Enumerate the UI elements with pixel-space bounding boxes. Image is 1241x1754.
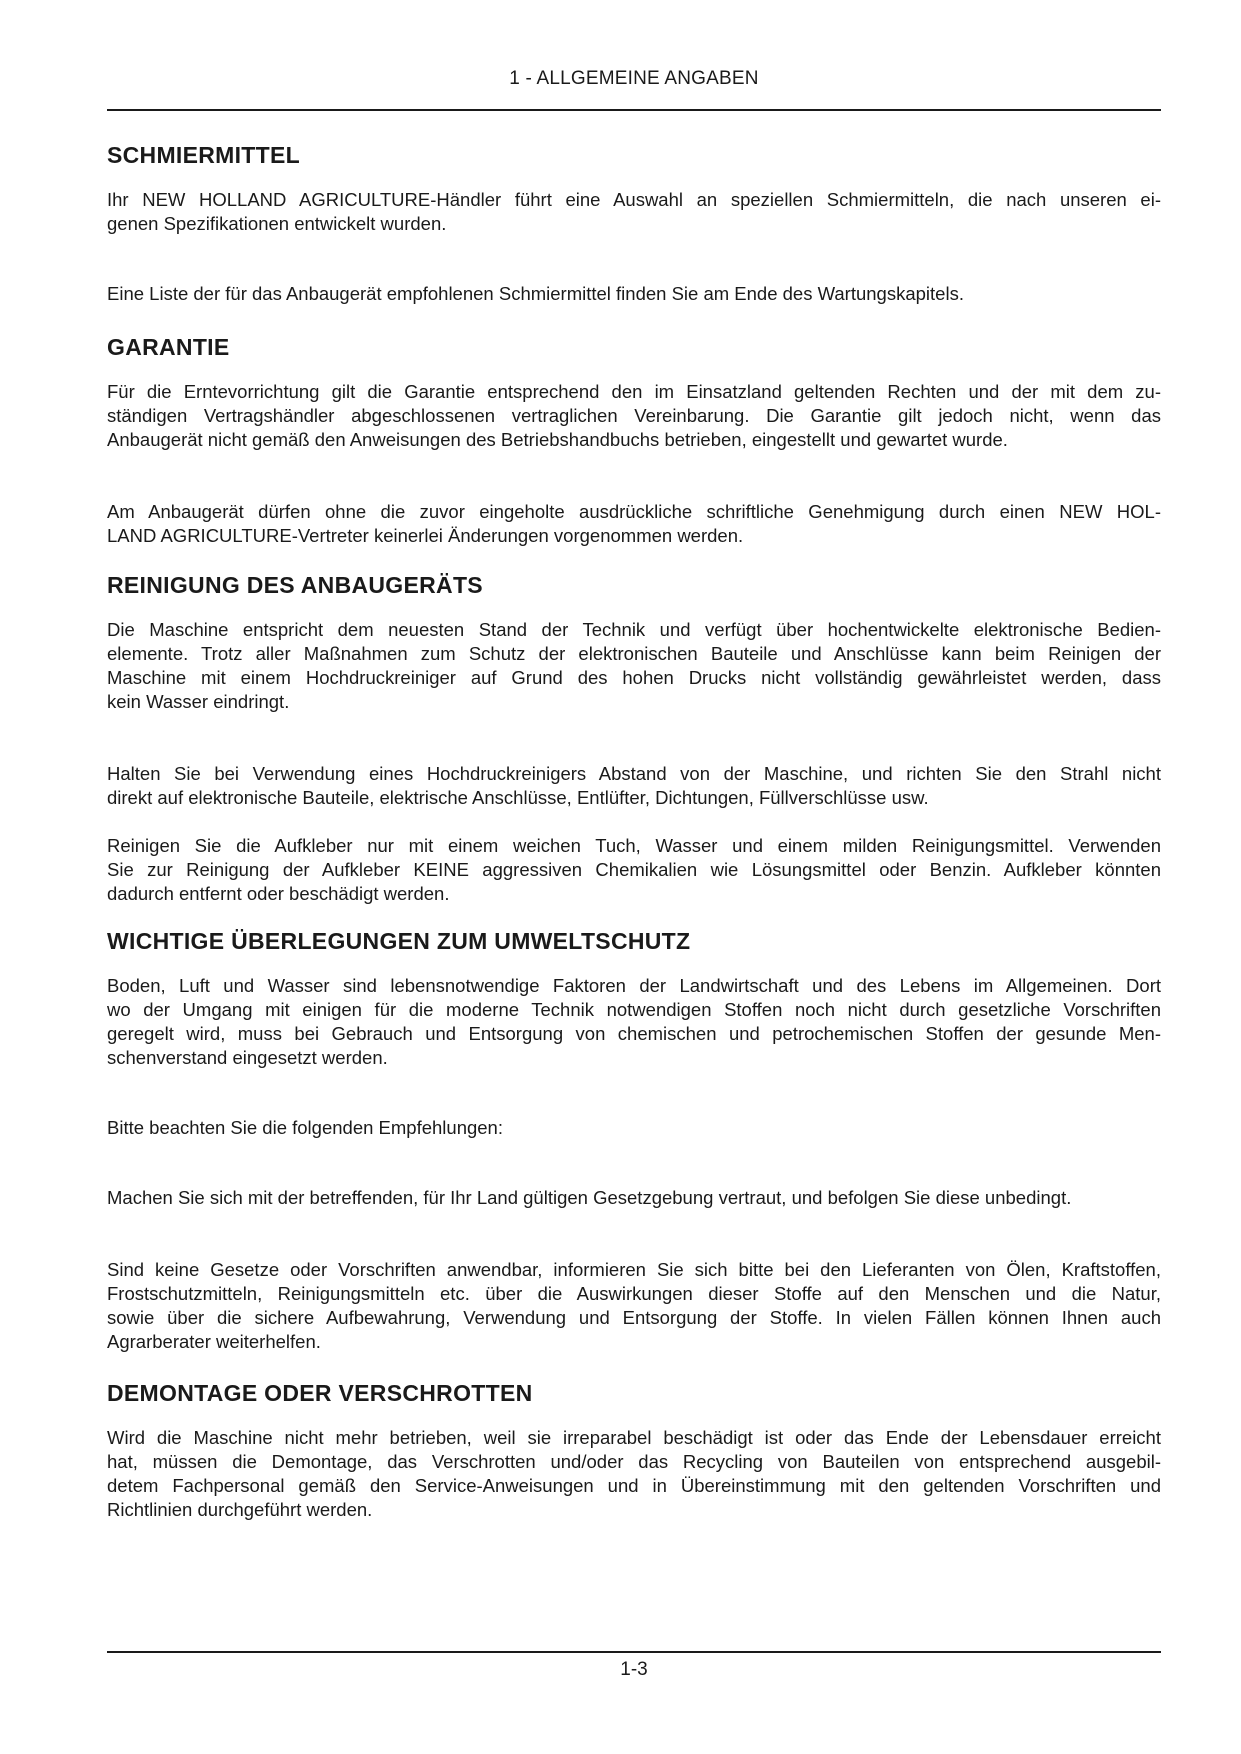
paragraph	[107, 1426, 1161, 1522]
paragraph	[107, 974, 1161, 1070]
paragraph	[107, 282, 1161, 306]
paragraph	[107, 618, 1161, 714]
text-line: Für die Erntevorrichtung gilt die Garantie entsprechend den im Einsatzland geltenden Rechten und der mit dem zu-	[107, 381, 1161, 402]
text-line: LAND AGRICULTURE-Vertreter keinerlei Änderungen vorgenommen werden.	[107, 525, 744, 546]
text-line: Reinigen Sie die Aufkleber nur mit einem weichen Tuch, Wasser und einem milden Reinigungsmittel. Verwenden	[107, 835, 1161, 856]
text-line: elemente. Trotz aller Maßnahmen zum Schutz der elektronischen Bauteile und Anschlüsse kann beim Reinigen der	[107, 643, 1161, 664]
text-line: ständigen Vertragshändler abgeschlossenen vertraglichen Vereinbarung. Die Garantie gilt jedoch nicht, wenn das	[107, 405, 1161, 426]
text-line: Sind keine Gesetze oder Vorschriften anwendbar, informieren Sie sich bitte bei den Lieferanten von Ölen, Kraftstoffen,	[107, 1259, 1161, 1280]
text-line: Boden, Luft und Wasser sind lebensnotwendige Faktoren der Landwirtschaft und des Lebens im Allgemeinen. Dort	[107, 975, 1161, 996]
section-title-reinigung: REINIGUNG DES ANBAUGERÄTS	[107, 572, 483, 598]
text-line: Die Maschine entspricht dem neuesten Stand der Technik und verfügt über hochentwickelte elektronische Bedien-	[107, 619, 1161, 640]
text-line: Anbaugerät nicht gemäß den Anweisungen des Betriebshandbuchs betrieben, eingestellt und gewartet wurde.	[107, 429, 1008, 450]
text-line: Wird die Maschine nicht mehr betrieben, weil sie irreparabel beschädigt ist oder das Ende der Lebensdauer erreicht	[107, 1427, 1161, 1448]
section-title-garantie: GARANTIE	[107, 334, 230, 360]
page-number: 1-3	[620, 1659, 648, 1680]
text-line: schenverstand eingesetzt werden.	[107, 1047, 388, 1068]
text-line: Machen Sie sich mit der betreffenden, für Ihr Land gültigen Gesetzgebung vertraut, und befolgen Sie diese unbedingt.	[107, 1187, 1072, 1208]
text-line: Frostschutzmitteln, Reinigungsmitteln etc. über die Auswirkungen dieser Stoffe auf den Menschen und die Natur,	[107, 1283, 1161, 1304]
text-line: Maschine mit einem Hochdruckreiniger auf Grund des hohen Drucks nicht vollständig gewährleistet werden, dass	[107, 667, 1161, 688]
paragraph	[107, 1186, 1161, 1210]
text-line: geregelt wird, muss bei Gebrauch und Entsorgung von chemischen und petrochemischen Stoffen der gesunde Men-	[107, 1023, 1161, 1044]
text-line: detem Fachpersonal gemäß den Service-Anweisungen und in Übereinstimmung mit den geltenden Vorschriften und	[107, 1475, 1161, 1496]
text-line: wo der Umgang mit einigen für die moderne Technik notwendigen Stoffen noch nicht durch gesetzliche Vorschriften	[107, 999, 1161, 1020]
paragraph	[107, 1258, 1161, 1354]
paragraph	[107, 1116, 1161, 1140]
text-line: Am Anbaugerät dürfen ohne die zuvor eingeholte ausdrückliche schriftliche Genehmigung durch einen NEW HOL-	[107, 501, 1161, 522]
header-rule	[107, 109, 1161, 111]
paragraph	[107, 188, 1161, 236]
paragraph	[107, 762, 1161, 810]
footer-rule	[107, 1651, 1161, 1653]
text-line: Bitte beachten Sie die folgenden Empfehlungen:	[107, 1117, 503, 1138]
text-line: direkt auf elektronische Bauteile, elektrische Anschlüsse, Entlüfter, Dichtungen, Füllverschlüsse usw.	[107, 787, 929, 808]
text-line: sowie über die sichere Aufbewahrung, Verwendung und Entsorgung der Stoffe. In vielen Fällen können Ihnen auch	[107, 1307, 1161, 1328]
text-line: Agrarberater weiterhelfen.	[107, 1331, 321, 1352]
section-title-umweltschutz: WICHTIGE ÜBERLEGUNGEN ZUM UMWELTSCHUTZ	[107, 928, 691, 954]
paragraph	[107, 380, 1161, 452]
text-line: Halten Sie bei Verwendung eines Hochdruckreinigers Abstand von der Maschine, und richten Sie den Strahl nicht	[107, 763, 1161, 784]
text-line: hat, müssen die Demontage, das Verschrotten und/oder das Recycling von Bauteilen von entsprechend ausgebil-	[107, 1451, 1161, 1472]
text-line: Richtlinien durchgeführt werden.	[107, 1499, 373, 1520]
text-line: Sie zur Reinigung der Aufkleber KEINE aggressiven Chemikalien wie Lösungsmittel oder Benzin. Aufkleber könnten	[107, 859, 1161, 880]
section-title-demontage: DEMONTAGE ODER VERSCHROTTEN	[107, 1380, 533, 1406]
text-line: Ihr NEW HOLLAND AGRICULTURE-Händler führt eine Auswahl an speziellen Schmiermitteln, die nach unseren ei-	[107, 189, 1161, 210]
section-title-schmiermittel: SCHMIERMITTEL	[107, 142, 300, 168]
text-line: kein Wasser eindringt.	[107, 691, 290, 712]
text-line: genen Spezifikationen entwickelt wurden.	[107, 213, 447, 234]
paragraph	[107, 500, 1161, 548]
text-line: Eine Liste der für das Anbaugerät empfohlenen Schmiermittel finden Sie am Ende des Wartungskapitels.	[107, 283, 964, 304]
text-line: dadurch entfernt oder beschädigt werden.	[107, 883, 450, 904]
running-header: 1 - ALLGEMEINE ANGABEN	[509, 68, 759, 89]
paragraph	[107, 834, 1161, 906]
